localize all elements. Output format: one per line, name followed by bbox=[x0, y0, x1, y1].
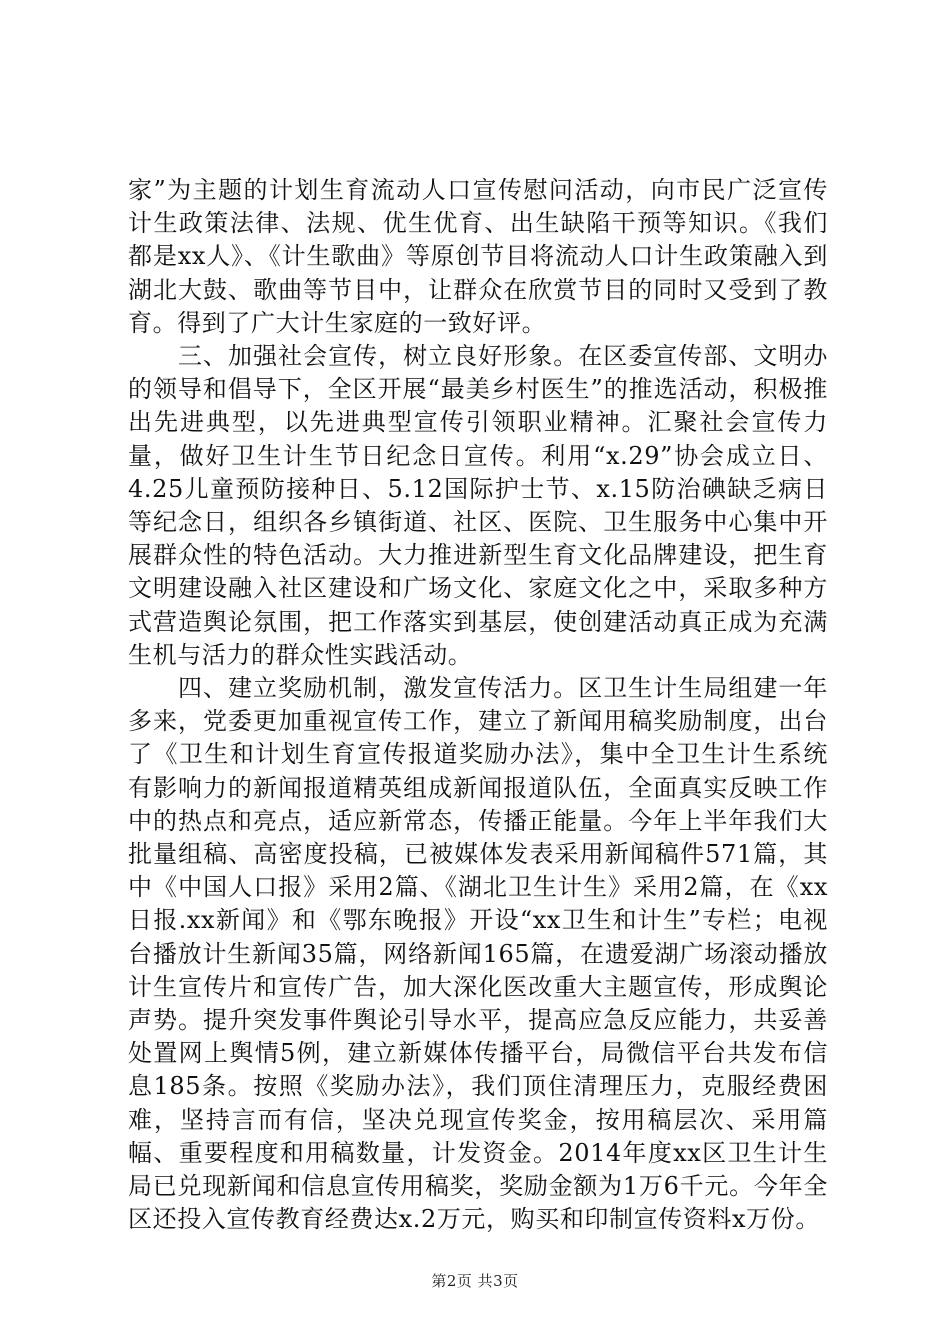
page-number-footer: 第2页 共3页 bbox=[431, 1272, 519, 1290]
paragraph-1: 家”为主题的计划生育流动人口宣传慰问活动，向市民广泛宣传计生政策法律、法规、优生优育、出生缺陷干预等知识。《我们都是xx人》、《计生歌曲》等原创节目将流动人口计生政策融入到湖北大鼓、歌曲等节目中，让群众在欣赏节目的同时又受到了教育。得到了广大计生家庭的一致好评。 bbox=[128, 176, 828, 337]
paragraph-2: 三、加强社会宣传，树立良好形象。在区委宣传部、文明办的领导和倡导下，全区开展“最美乡村医生”的推选活动，积极推出先进典型，以先进典型宣传引领职业精神。汇聚社会宣传力量，做好卫生计生节日纪念日宣传。利用“x.29”协会成立日、4.25儿童预防接种日、5.12国际护士节、x.15防治碘缺乏病日等纪念日，组织各乡镇街道、社区、医院、卫生服务中心集中开展群众性的特色活动。大力推进新型生育文化品牌建设，把生育文明建设融入社区建设和广场文化、家庭文化之中，采取多种方式营造舆论氛围，把工作落实到基层，使创建活动真正成为充满生机与活力的群众性实践活动。 bbox=[128, 342, 828, 669]
document-body bbox=[128, 174, 828, 1237]
paragraph-3: 四、建立奖励机制，激发宣传活力。区卫生计生局组建一年多来，党委更加重视宣传工作，建立了新闻用稿奖励制度，出台了《卫生和计划生育宣传报道奖励办法》，集中全卫生计生系统有影响力的新闻报道精英组成新闻报道队伍，全面真实反映工作中的热点和亮点，适应新常态，传播正能量。今年上半年我们大批量组稿、高密度投稿，已被媒体发表采用新闻稿件571篇，其中《中国人口报》采用2篇、《湖北卫生计生》采用2篇，在《xx日报.xx新闻》和《鄂东晚报》开设“xx卫生和计生”专栏；电视台播放计生新闻35篇，网络新闻165篇，在遗爱湖广场滚动播放计生宣传片和宣传广告，加大深化医改重大主题宣传，形成舆论声势。提升突发事件舆论引导水平，提高应急反应能力，共妥善处置网上舆情5例，建立新媒体传播平台，局微信平台共发布信息185条。按照《奖励办法》，我们顶住清理压力，克服经费困难，坚持言而有信，坚决兑现宣传奖金，按用稿层次、采用篇幅、重要程度和用稿数量，计发资金。2014年度xx区卫生计生局已兑现新闻和信息宣传用稿奖，奖励金额为1万6千元。今年全区还投入宣传教育经费达x.2万元，购买和印制宣传资料x万份。 bbox=[128, 674, 828, 1234]
